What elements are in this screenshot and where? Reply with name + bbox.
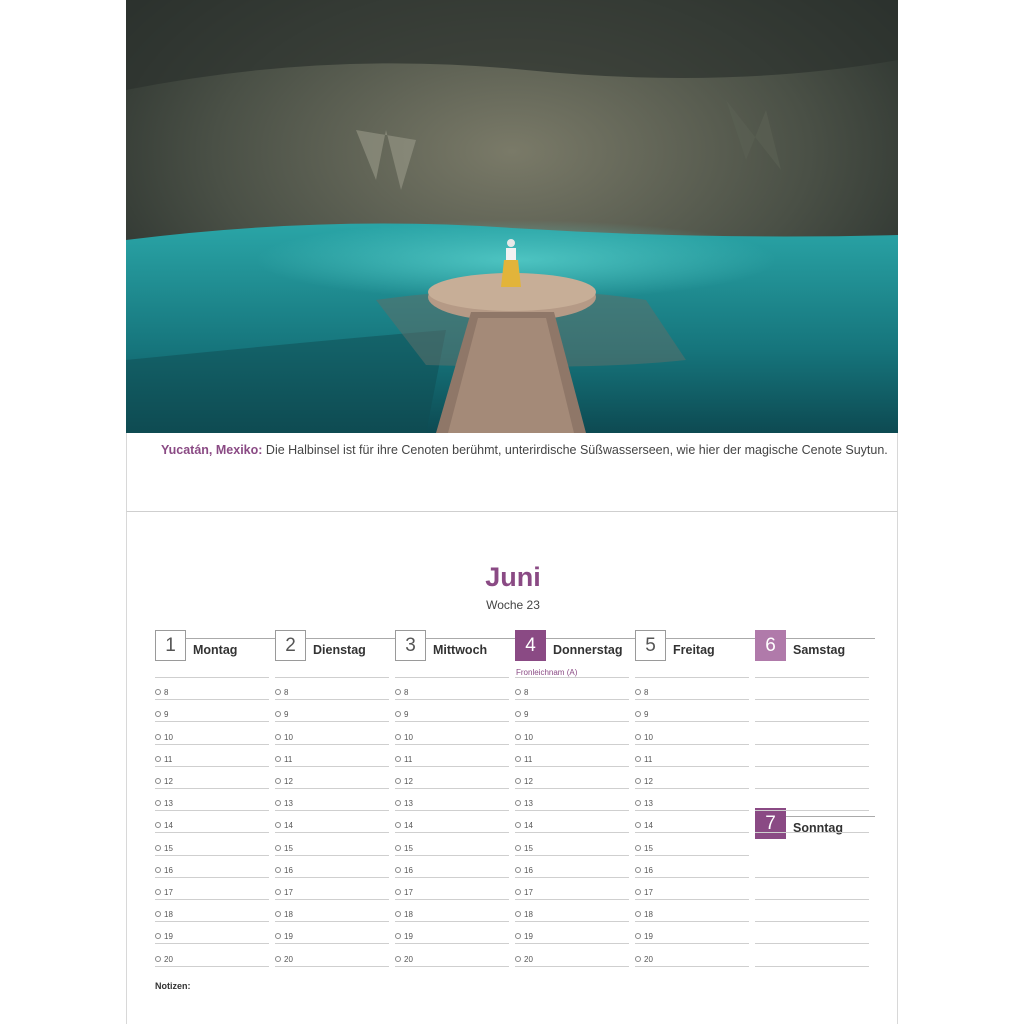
clock-icon — [155, 800, 161, 806]
time-slot[interactable] — [515, 767, 629, 789]
time-slot[interactable] — [755, 767, 869, 789]
clock-icon — [155, 711, 161, 717]
time-slot[interactable] — [155, 833, 269, 855]
hour-label: 11 — [164, 754, 173, 764]
hour-label: 18 — [164, 910, 173, 920]
time-slot[interactable] — [635, 856, 749, 878]
hour-label: 17 — [284, 887, 293, 897]
time-slot[interactable] — [515, 900, 629, 922]
clock-icon — [395, 956, 401, 962]
time-slot[interactable] — [515, 944, 629, 966]
time-slot[interactable] — [155, 944, 269, 966]
hour-label: 12 — [404, 776, 413, 786]
hour-label: 13 — [524, 799, 533, 809]
clock-icon — [635, 956, 641, 962]
clock-icon — [635, 734, 641, 740]
hour-label: 15 — [404, 843, 413, 853]
month-title: Juni — [485, 562, 541, 592]
day-number: 7 — [755, 808, 786, 839]
hour-label: 14 — [644, 821, 653, 831]
cenote-photo — [126, 0, 898, 433]
clock-icon — [155, 778, 161, 784]
clock-icon — [155, 911, 161, 917]
hour-label: 12 — [644, 776, 653, 786]
clock-icon — [515, 845, 521, 851]
hour-label: 18 — [644, 910, 653, 920]
clock-icon — [635, 711, 641, 717]
time-slot[interactable] — [635, 900, 749, 922]
time-slot[interactable] — [395, 811, 509, 833]
hour-label: 17 — [524, 887, 533, 897]
time-slot[interactable] — [755, 811, 869, 833]
header-slot-line — [515, 656, 629, 678]
clock-icon — [275, 911, 281, 917]
hour-label: 18 — [524, 910, 533, 920]
clock-icon — [635, 845, 641, 851]
hour-label: 14 — [524, 821, 533, 831]
hour-label: 16 — [404, 865, 413, 875]
time-slot[interactable] — [515, 722, 629, 744]
time-slot[interactable] — [275, 922, 389, 944]
hour-label: 8 — [644, 688, 649, 698]
time-slot[interactable] — [395, 767, 509, 789]
time-slot[interactable] — [155, 922, 269, 944]
clock-icon — [515, 867, 521, 873]
clock-icon — [275, 956, 281, 962]
clock-icon — [515, 956, 521, 962]
notes-label: Notizen: — [155, 981, 191, 991]
clock-icon — [155, 822, 161, 828]
clock-icon — [275, 822, 281, 828]
time-slot[interactable] — [395, 700, 509, 722]
time-slot[interactable] — [275, 745, 389, 767]
time-slot[interactable] — [515, 789, 629, 811]
time-slot[interactable] — [395, 878, 509, 900]
time-slot[interactable] — [275, 900, 389, 922]
day-number: 1 — [155, 630, 186, 661]
hour-label: 13 — [164, 799, 173, 809]
time-slot[interactable] — [515, 811, 629, 833]
time-slot[interactable] — [395, 678, 509, 700]
clock-icon — [275, 756, 281, 762]
clock-icon — [155, 933, 161, 939]
time-slot[interactable] — [635, 722, 749, 744]
day-name: Freitag — [673, 643, 715, 657]
hour-label: 19 — [524, 932, 533, 942]
time-slot[interactable] — [755, 900, 869, 922]
clock-icon — [275, 711, 281, 717]
hour-label: 12 — [164, 776, 173, 786]
clock-icon — [515, 756, 521, 762]
time-slot[interactable] — [275, 833, 389, 855]
clock-icon — [275, 889, 281, 895]
time-slot[interactable] — [275, 789, 389, 811]
time-slot[interactable] — [155, 678, 269, 700]
day-name: Montag — [193, 643, 238, 657]
hour-label: 10 — [284, 732, 293, 742]
time-slot[interactable] — [755, 922, 869, 944]
time-slot[interactable] — [515, 922, 629, 944]
week-number: Woche 23 — [486, 598, 540, 612]
time-slot[interactable] — [275, 944, 389, 966]
time-slot[interactable] — [755, 745, 869, 767]
day-name: Samstag — [793, 643, 846, 657]
hour-label: 17 — [404, 887, 413, 897]
clock-icon — [275, 867, 281, 873]
hour-label: 17 — [164, 887, 173, 897]
hour-label: 19 — [284, 932, 293, 942]
day-column — [155, 630, 269, 980]
clock-icon — [395, 845, 401, 851]
time-slot[interactable] — [635, 811, 749, 833]
time-slot[interactable] — [275, 678, 389, 700]
day-number: 6 — [755, 630, 786, 661]
time-slot[interactable] — [755, 656, 869, 678]
hour-label: 9 — [284, 710, 289, 720]
clock-icon — [395, 800, 401, 806]
time-slot[interactable] — [395, 900, 509, 922]
time-slot[interactable] — [635, 922, 749, 944]
clock-icon — [515, 889, 521, 895]
clock-icon — [635, 822, 641, 828]
hour-label: 18 — [284, 910, 293, 920]
week-calendar — [126, 512, 898, 1024]
clock-icon — [395, 867, 401, 873]
header-rule — [786, 638, 875, 639]
hour-label: 15 — [284, 843, 293, 853]
hour-label: 8 — [404, 688, 409, 698]
time-slot[interactable] — [155, 789, 269, 811]
clock-icon — [515, 734, 521, 740]
time-slot[interactable] — [635, 944, 749, 966]
time-slot[interactable] — [155, 856, 269, 878]
clock-icon — [635, 889, 641, 895]
time-slot[interactable] — [755, 944, 869, 966]
hour-label: 13 — [644, 799, 653, 809]
header-rule — [546, 638, 635, 639]
clock-icon — [155, 756, 161, 762]
clock-icon — [635, 911, 641, 917]
time-slot[interactable] — [515, 833, 629, 855]
day-name: Mittwoch — [433, 643, 488, 657]
hour-label: 8 — [284, 688, 289, 698]
hour-label: 15 — [164, 843, 173, 853]
day-column — [515, 630, 629, 980]
hour-label: 15 — [524, 843, 533, 853]
time-slot[interactable] — [275, 722, 389, 744]
clock-icon — [395, 889, 401, 895]
clock-icon — [635, 756, 641, 762]
header-slot-line — [635, 656, 749, 678]
time-slot[interactable] — [515, 678, 629, 700]
clock-icon — [395, 778, 401, 784]
hour-label: 8 — [524, 688, 529, 698]
clock-icon — [155, 956, 161, 962]
hour-label: 13 — [404, 799, 413, 809]
time-slot[interactable] — [515, 856, 629, 878]
clock-icon — [395, 756, 401, 762]
time-slot[interactable] — [635, 678, 749, 700]
clock-icon — [275, 689, 281, 695]
day-number: 4 — [515, 630, 546, 661]
clock-icon — [155, 734, 161, 740]
clock-icon — [515, 822, 521, 828]
clock-icon — [155, 889, 161, 895]
day-name: Donnerstag — [553, 643, 623, 657]
day-name: Sonntag — [793, 821, 843, 835]
hour-label: 9 — [164, 710, 169, 720]
hour-label: 12 — [524, 776, 533, 786]
time-slot[interactable] — [395, 856, 509, 878]
time-slot[interactable] — [755, 722, 869, 744]
day-column — [275, 630, 389, 980]
clock-icon — [395, 911, 401, 917]
hour-label: 10 — [164, 732, 173, 742]
holiday-label: Fronleichnam (A) — [516, 668, 578, 677]
day-column — [635, 630, 749, 980]
time-slot[interactable] — [755, 789, 869, 811]
hour-label: 14 — [284, 821, 293, 831]
time-slot[interactable] — [275, 700, 389, 722]
hour-label: 16 — [524, 865, 533, 875]
clock-icon — [635, 933, 641, 939]
hour-label: 15 — [644, 843, 653, 853]
clock-icon — [395, 689, 401, 695]
clock-icon — [515, 711, 521, 717]
hour-label: 11 — [404, 754, 413, 764]
hour-label: 11 — [524, 754, 533, 764]
hour-label: 14 — [164, 821, 173, 831]
hour-label: 20 — [644, 954, 653, 964]
hour-label: 16 — [644, 865, 653, 875]
time-slot[interactable] — [515, 700, 629, 722]
clock-icon — [635, 867, 641, 873]
photo-caption — [161, 443, 888, 457]
clock-icon — [395, 711, 401, 717]
header-slot-line — [395, 656, 509, 678]
clock-icon — [395, 933, 401, 939]
time-slot[interactable] — [275, 856, 389, 878]
day-number: 2 — [275, 630, 306, 661]
hour-label: 11 — [284, 754, 293, 764]
time-slot[interactable] — [635, 789, 749, 811]
time-slot[interactable] — [395, 922, 509, 944]
hour-label: 16 — [164, 865, 173, 875]
day-number: 3 — [395, 630, 426, 661]
hour-label: 12 — [284, 776, 293, 786]
hour-label: 8 — [164, 688, 169, 698]
clock-icon — [515, 933, 521, 939]
hour-label: 20 — [524, 954, 533, 964]
clock-icon — [515, 778, 521, 784]
hour-label: 19 — [164, 932, 173, 942]
caption-area — [126, 433, 898, 512]
clock-icon — [155, 867, 161, 873]
time-slot[interactable] — [395, 789, 509, 811]
clock-icon — [515, 689, 521, 695]
time-slot[interactable] — [755, 878, 869, 900]
clock-icon — [275, 845, 281, 851]
header-rule — [666, 638, 755, 639]
time-slot[interactable] — [755, 856, 869, 878]
time-slot[interactable] — [515, 878, 629, 900]
hour-label: 20 — [284, 954, 293, 964]
time-slot[interactable] — [155, 722, 269, 744]
time-slot[interactable] — [635, 878, 749, 900]
clock-icon — [515, 911, 521, 917]
clock-icon — [155, 689, 161, 695]
header-rule — [306, 638, 395, 639]
caption-text: Die Halbinsel ist für ihre Cenoten berühmt, unterirdische Süßwasserseen, wie hier der magische Cenote Suytun. — [265, 443, 888, 457]
time-slot[interactable] — [155, 745, 269, 767]
hour-label: 9 — [404, 710, 409, 720]
clock-icon — [515, 800, 521, 806]
hour-label: 20 — [404, 954, 413, 964]
time-slot[interactable] — [635, 745, 749, 767]
time-slot[interactable] — [755, 700, 869, 722]
clock-icon — [275, 933, 281, 939]
clock-icon — [395, 734, 401, 740]
header-rule — [426, 638, 515, 639]
clock-icon — [395, 822, 401, 828]
hour-label: 17 — [644, 887, 653, 897]
time-slot[interactable] — [515, 745, 629, 767]
time-slot[interactable] — [635, 700, 749, 722]
clock-icon — [275, 734, 281, 740]
hour-label: 19 — [404, 932, 413, 942]
hour-label: 19 — [644, 932, 653, 942]
time-slot[interactable] — [395, 833, 509, 855]
time-slot[interactable] — [275, 878, 389, 900]
clock-icon — [155, 845, 161, 851]
hour-label: 20 — [164, 954, 173, 964]
clock-icon — [275, 800, 281, 806]
hour-label: 18 — [404, 910, 413, 920]
clock-icon — [635, 778, 641, 784]
caption-place: Yucatán, Mexiko: — [161, 443, 263, 457]
hour-label: 16 — [284, 865, 293, 875]
day-column — [395, 630, 509, 980]
time-slot[interactable] — [395, 722, 509, 744]
time-slot[interactable] — [755, 678, 869, 700]
hour-label: 9 — [524, 710, 529, 720]
hour-label: 14 — [404, 821, 413, 831]
hour-label: 10 — [404, 732, 413, 742]
time-slot[interactable] — [275, 811, 389, 833]
hour-label: 10 — [644, 732, 653, 742]
time-slot[interactable] — [155, 767, 269, 789]
hour-label: 11 — [644, 754, 653, 764]
hour-label: 10 — [524, 732, 533, 742]
clock-icon — [275, 778, 281, 784]
clock-icon — [635, 800, 641, 806]
header-rule — [186, 638, 275, 639]
time-slot[interactable] — [155, 900, 269, 922]
hour-label: 13 — [284, 799, 293, 809]
time-slot[interactable] — [275, 767, 389, 789]
time-slot[interactable] — [155, 811, 269, 833]
day-number: 5 — [635, 630, 666, 661]
day-name: Dienstag — [313, 643, 366, 657]
clock-icon — [635, 689, 641, 695]
time-slot[interactable] — [155, 878, 269, 900]
time-slot[interactable] — [395, 745, 509, 767]
header-slot-line — [155, 656, 269, 678]
time-slot[interactable] — [635, 833, 749, 855]
header-slot-line — [275, 656, 389, 678]
weekend-column — [755, 630, 869, 980]
time-slot[interactable] — [395, 944, 509, 966]
hour-label: 9 — [644, 710, 649, 720]
time-slot[interactable] — [155, 700, 269, 722]
time-slot[interactable] — [635, 767, 749, 789]
